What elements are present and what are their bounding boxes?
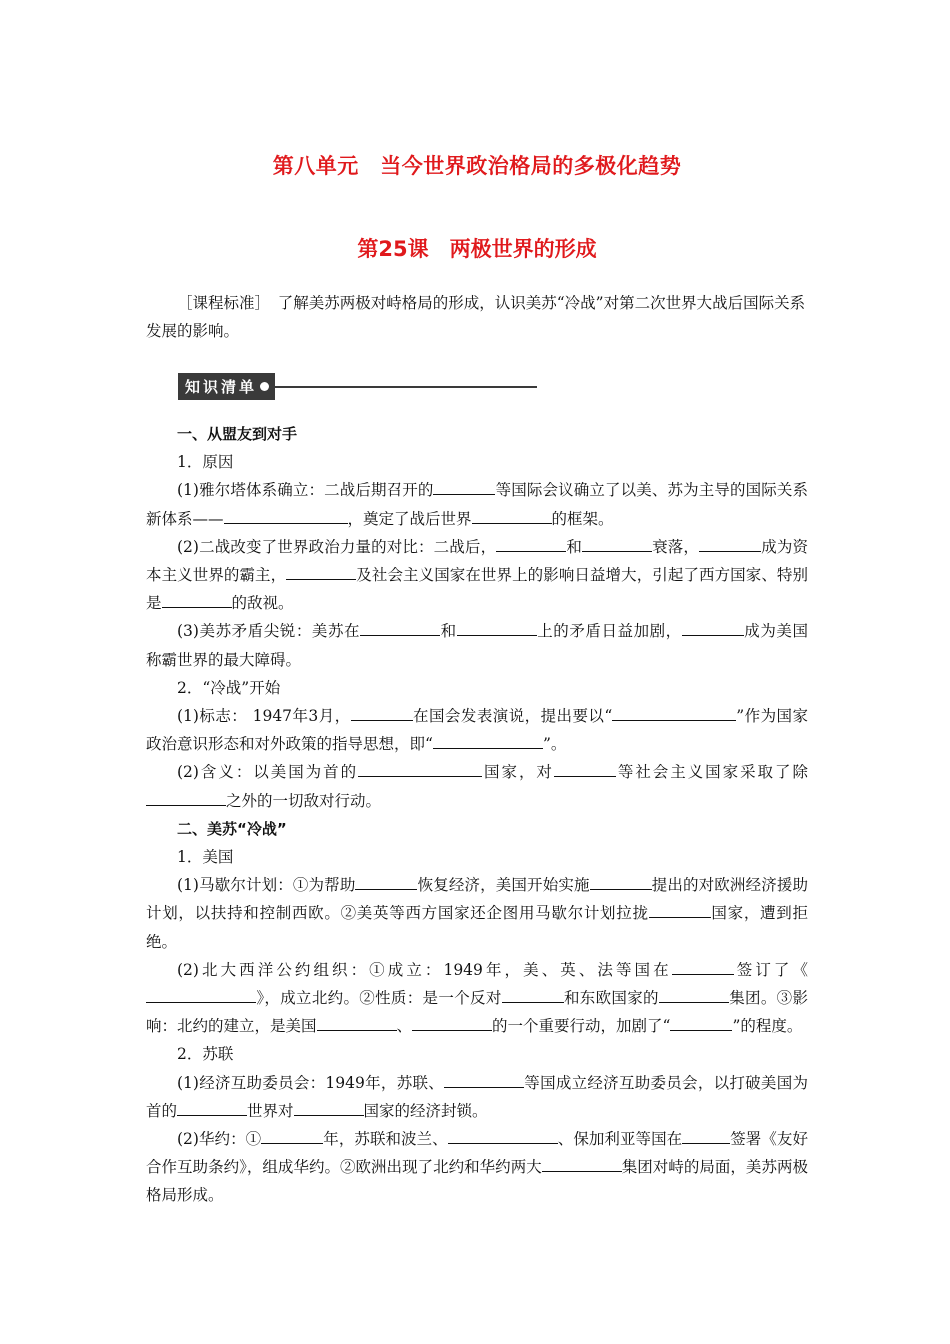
- fill-blank[interactable]: [433, 730, 543, 749]
- lesson-title: 第25课 两极世界的形成: [357, 237, 597, 261]
- fill-blank[interactable]: [433, 476, 495, 495]
- paragraph: (2)华约：① 年，苏联和波兰、 、保加利亚等国在 签署《友好合作互助条约》，组成华约。②欧洲出现了北约和华约两大 集团对峙的局面，美苏两极格局形成。: [146, 1125, 808, 1210]
- fill-blank[interactable]: [358, 758, 482, 777]
- paragraph: (1)经济互助委员会：1949年，苏联、 等国成立经济互助委员会，以打破美国为首的 世界对 国家的经济封锁。: [146, 1069, 808, 1125]
- fill-blank[interactable]: [286, 561, 356, 580]
- fill-blank[interactable]: [659, 984, 729, 1003]
- fill-blank[interactable]: [177, 1097, 247, 1116]
- banner-label: 知识清单: [178, 373, 275, 400]
- section-heading: 二、美苏“冷战”: [177, 819, 287, 838]
- fill-blank[interactable]: [457, 617, 537, 636]
- fill-blank[interactable]: [412, 1012, 492, 1031]
- fill-blank[interactable]: [649, 899, 711, 918]
- subheading: 1．美国: [177, 848, 234, 867]
- paragraph: (2)北大西洋公约组织：①成立：1949年，美、英、法等国在 签订了《》，成立北约。②性质：是一个反对 和东欧国家的 集团。③影响：北约的建立，是美国 、 的一个重要行动，加剧了“ ”的程度。: [146, 956, 808, 1041]
- fill-blank[interactable]: [670, 1012, 732, 1031]
- fill-blank[interactable]: [261, 1125, 323, 1144]
- fill-blank[interactable]: [699, 533, 761, 552]
- unit-title: 第八单元 当今世界政治格局的多极化趋势: [272, 154, 682, 178]
- paragraph: (1)标志： 1947年3月， 在国会发表演说，提出要以“ ”作为国家政治意识形态和对外政策的指导思想，即“ ”。: [146, 702, 808, 758]
- course-standard: ［课程标准］ 了解美苏两极对峙格局的形成，认识美苏“冷战”对第二次世界大战后国际关系发展的影响。: [146, 294, 806, 340]
- fill-blank[interactable]: [554, 758, 616, 777]
- paragraph: (3)美苏矛盾尖锐：美苏在 和 上的矛盾日益加剧， 成为美国称霸世界的最大障碍。: [146, 617, 808, 673]
- fill-blank[interactable]: [317, 1012, 397, 1031]
- subheading: 1．原因: [177, 453, 234, 472]
- fill-blank[interactable]: [472, 505, 552, 524]
- banner-rule: [275, 386, 537, 388]
- fill-blank[interactable]: [351, 702, 413, 721]
- paragraph: (2)含义：以美国为首的 国家，对 等社会主义国家采取了除之外的一切敌对行动。: [146, 758, 808, 814]
- knowledge-banner: [178, 373, 537, 400]
- fill-blank[interactable]: [542, 1153, 622, 1172]
- fill-blank[interactable]: [444, 1069, 524, 1088]
- subheading: 2．“冷战”开始: [177, 678, 281, 697]
- bullet-dot-icon: [260, 382, 269, 391]
- content-body: [146, 420, 808, 1210]
- fill-blank[interactable]: [294, 1097, 364, 1116]
- fill-blank[interactable]: [502, 984, 564, 1003]
- fill-blank[interactable]: [224, 505, 348, 524]
- fill-blank[interactable]: [146, 984, 256, 1003]
- fill-blank[interactable]: [682, 1125, 730, 1144]
- fill-blank[interactable]: [448, 1125, 558, 1144]
- fill-blank[interactable]: [612, 702, 736, 721]
- fill-blank[interactable]: [162, 589, 232, 608]
- paragraph: (2)二战改变了世界政治力量的对比：二战后， 和 衰落， 成为资本主义世界的霸主， 及社会主义国家在世界上的影响日益增大，引起了西方国家、特别是 的敌视。: [146, 533, 808, 618]
- fill-blank[interactable]: [496, 533, 566, 552]
- fill-blank[interactable]: [355, 871, 417, 890]
- paragraph: (1)马歇尔计划：①为帮助 恢复经济，美国开始实施 提出的对欧洲经济援助计划，以扶持和控制西欧。②美英等西方国家还企图用马歇尔计划拉拢 国家，遭到拒绝。: [146, 871, 808, 956]
- fill-blank[interactable]: [682, 617, 744, 636]
- paragraph: (1)雅尔塔体系确立：二战后期召开的 等国际会议确立了以美、苏为主导的国际关系新体系—— ，奠定了战后世界 的框架。: [146, 476, 808, 532]
- fill-blank[interactable]: [146, 787, 226, 806]
- fill-blank[interactable]: [672, 956, 734, 975]
- fill-blank[interactable]: [590, 871, 652, 890]
- section-heading: 一、从盟友到对手: [177, 425, 298, 443]
- subheading: 2．苏联: [177, 1045, 234, 1064]
- fill-blank[interactable]: [582, 533, 652, 552]
- fill-blank[interactable]: [360, 617, 440, 636]
